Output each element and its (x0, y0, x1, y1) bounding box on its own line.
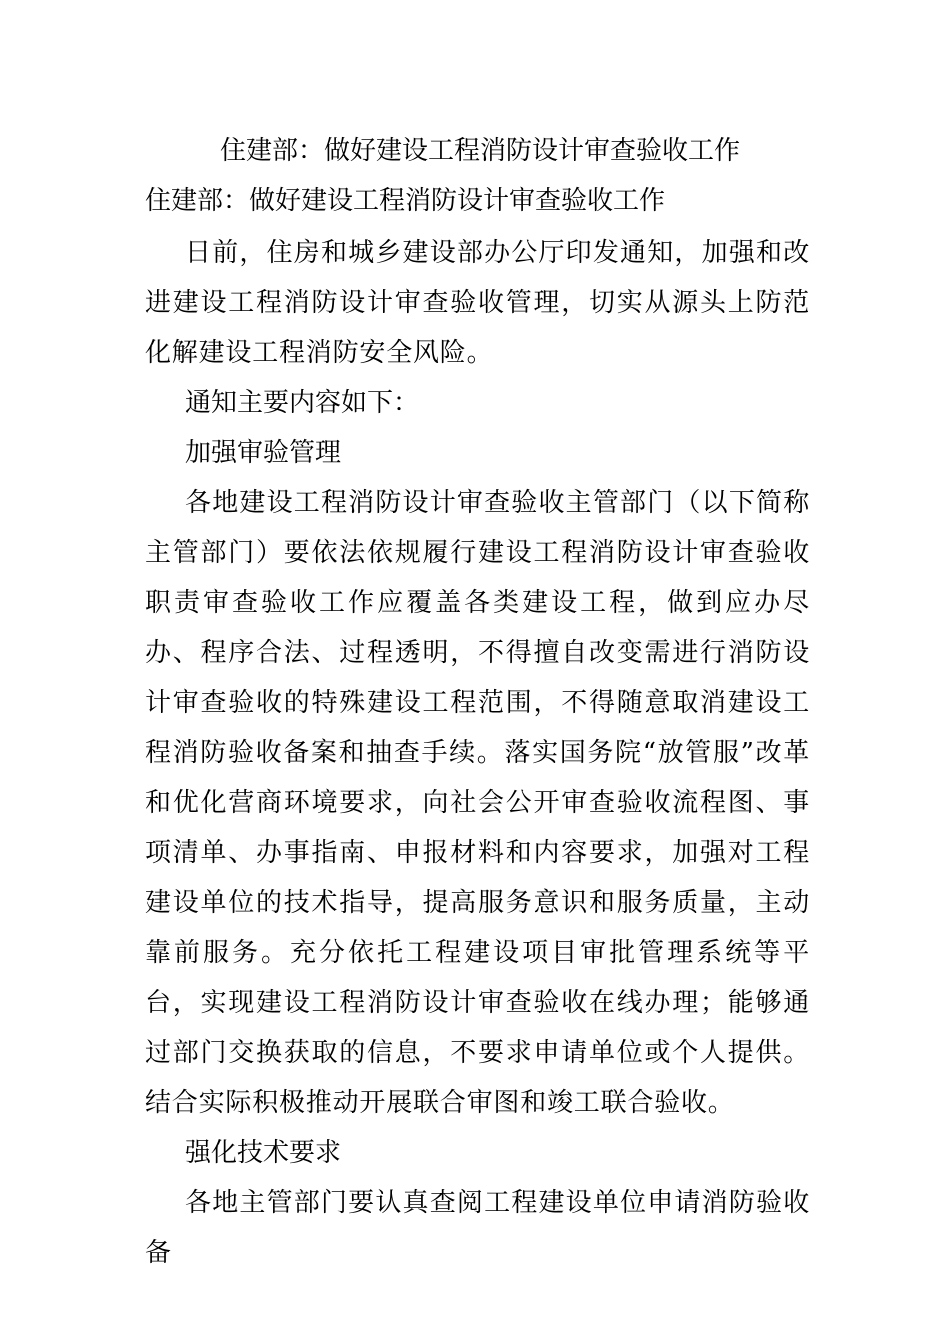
paragraph-review-management: 各地建设工程消防设计审查验收主管部门（以下简称主管部门）要依法依规履行建设工程消防设计审查验收职责审查验收工作应覆盖各类建设工程，做到应办尽办、程序合法、过程透明，不得擅自改变需进行消防设计审查验收的特殊建设工程范围，不得随意取消建设工程消防验收备案和抽查手续。落实国务院“放管服”改革和优化营商环境要求，向社会公开审查验收流程图、事项清单、办事指南、申报材料和内容要求，加强对工程建设单位的技术指导，提高服务意识和服务质量，主动靠前服务。充分依托工程建设项目审批管理系统等平台，实现建设工程消防设计审查验收在线办理；能够通过部门交换获取的信息，不要求申请单位或个人提供。结合实际积极推动开展联合审图和竣工联合验收。 (145, 488, 810, 1118)
section-heading-technical-requirements: 强化技术要求 (185, 1138, 342, 1168)
paragraph-technical-requirements: 各地主管部门要认真查阅工程建设单位申请消防验收备 (145, 1188, 810, 1268)
paragraph-intro: 日前，住房和城乡建设部办公厅印发通知，加强和改进建设工程消防设计审查验收管理，切实从源头上防范化解建设工程消防安全风险。 (145, 238, 810, 368)
document-body (145, 228, 810, 1278)
section-heading-review-management: 加强审验管理 (185, 438, 342, 468)
document-subtitle: 住建部：做好建设工程消防设计审查验收工作 (145, 186, 666, 216)
paragraph-notice-lead: 通知主要内容如下： (185, 388, 420, 418)
document-title: 住建部：做好建设工程消防设计审查验收工作 (220, 136, 741, 166)
